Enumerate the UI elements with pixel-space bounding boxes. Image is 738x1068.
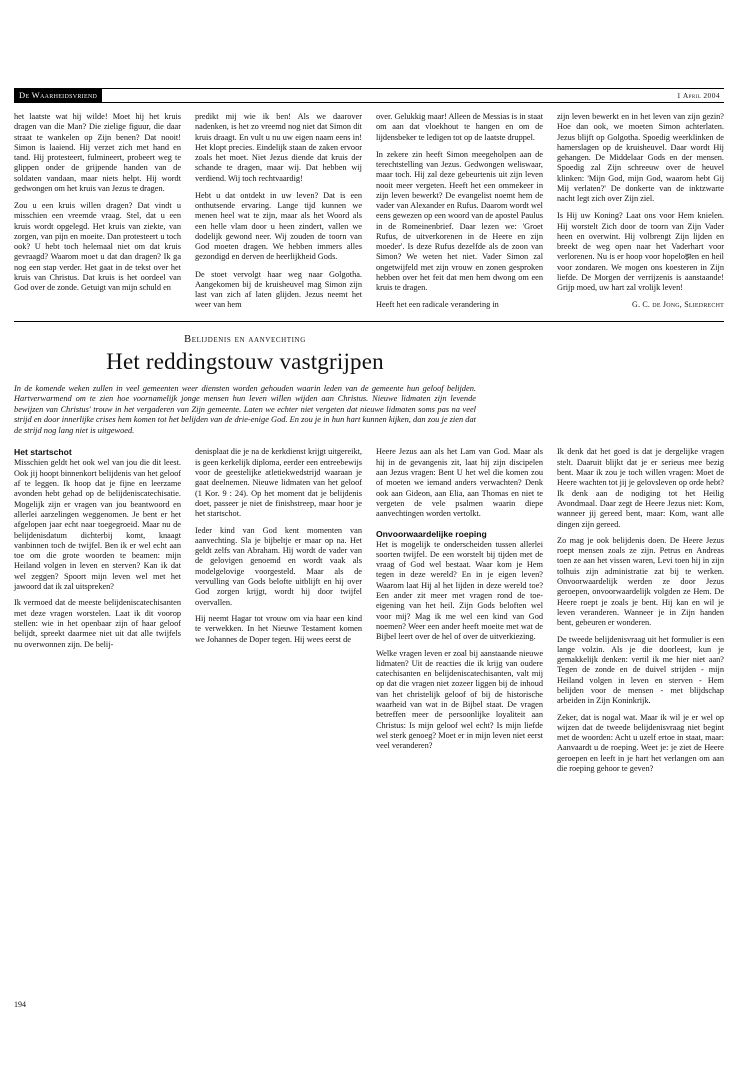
article-columns xyxy=(14,447,724,774)
paragraph: Ik vermoed dat de meeste belijdeniscatechisanten met deze vragen worstelen. Laat ik dit voorop stellen: wie in het openbaar zijn of haar geloof belijdt, spreekt daarmee niet uit dat alle twijfels nu overwonnen zijn. De belij- xyxy=(14,598,181,649)
article-column-3 xyxy=(376,447,543,774)
article-column-4 xyxy=(557,447,724,774)
paragraph: De tweede belijdenisvraag uit het formulier is een lange volzin. Als je die doorleest, kun je gemakkelijk denken: vertil ik me hier niet aan? Tegen de zonde en de duivel strijden - mijn Heiland volgen in leven en sterven - Hem belijden voor de mensen - met blijdschap arbeiden in Zijn Koninkrijk. xyxy=(557,634,724,706)
article-column-1 xyxy=(14,447,181,774)
paragraph: denisplaat die je na de kerkdienst krijgt uitgereikt, is geen kerkelijk diploma, eerder een entreebewijs voor de geestelijke atletiekwedstrijd waaraan je gaat deelnemen. Nieuwe lidmaten van het geloof (1 Kor. 9 : 24). Op het moment dat je belijdenis doet, passeer je niet de finishstreep, maar hoor je het startschot. xyxy=(195,447,362,519)
paragraph: predikt mij wie ik ben! Als we daarover nadenken, is het zo vreemd nog niet dat Simon dit kruis draagt. En vult u nu uw eigen naam eens in! Het klopt precies. Eindelijk staan de zaken ervoor zoals het moet. Niet Jezus diende dat kruis der schande te dragen, maar wij. Dat hebben wij verdiend. Wij toch rechtvaardig! xyxy=(195,112,362,183)
paragraph: zijn leven bewerkt en in het leven van zijn gezin? Hoe dan ook, we moeten Simon achterlaten. Jezus blijft op Golgotha. Spoedig weerklinken de hamerslagen op de kruisheuvel. Daar wordt Hij gehangen. De Middelaar Gods en der mensen. Spoedig zal Zijn schreeuw over de heuvel klinken: 'Mijn God, mijn God, waarom hebt Gij Mij verlaten?' De donkerte van de inktzwarte nacht legt zich over Zijn ziel. xyxy=(557,112,724,203)
paragraph: De stoet vervolgt haar weg naar Golgotha. Aangekomen bij de kruisheuvel mag Simon zijn last van zich af laten glijden. Jezus neemt het weer van hem xyxy=(195,269,362,310)
article-signature: G. C. de Jong, Sliedrecht xyxy=(631,300,724,310)
paragraph: Welke vragen leven er zoal bij aanstaande nieuwe lidmaten? Uit de reacties die ik krijg van oudere catechisanten en belijdeniscatechisanten, valt mij op dat die vragen niet zozeer liggen bij de inhoud van het christelijk geloof of bij de historische waarheid van wat in de Bijbel staat. De vragen betreffen meer de persoonlijke loyaliteit aan Christus: Is mijn geloof wel echt? Is mijn liefde wel sterk genoeg? Moet er in mijn leven niet eerst veel veranderen? xyxy=(376,648,543,751)
section-heading: Het startschot xyxy=(14,447,72,458)
paragraph: Ik denk dat het goed is dat je dergelijke vragen stelt. Daaruit blijkt dat je er serieus mee bezig bent. Maar ik zou je toch willen vragen: Moet de Heere wachten tot jij je gelovsleven op orde hebt? Ik denk aan de nodiging tot het Heilig Avondmaal. Daar zegt de Heere Jezus niet: Kom, wanneer jij gereed bent, maar: Kom, want alle dingen zijn gereed. xyxy=(557,447,724,529)
top-column-3 xyxy=(376,112,543,311)
paragraph: over. Gelukkig maar! Alleen de Messias is in staat om aan dat vloekhout te hangen en om de lijdensbeker te ledigen tot op de laatste druppel. xyxy=(376,112,543,142)
article-header xyxy=(14,334,476,437)
paragraph: het laatste wat hij wilde! Moet hij het kruis dragen van die Man? Die zielige figuur, die daar straat te wankelen op Zijn benen? Dat nooit! Simon is laaiend. Hij verzet zich met hand en tand. Hij protesteert, fulmineert, probeert weg te glippen onder de grijpende handen van de soldaten vandaan, maar niets helpt. Hij wordt gedwongen om het kruis van Jezus te dragen. xyxy=(14,112,181,193)
article-standfirst: In de komende weken zullen in veel gemeenten weer diensten worden gehouden waarin leden van de gemeente hun geloof belijden. Hartverwarmend om te zien hoe voornamelijk jonge mensen hun leven willen wijden aan Christus. Nieuwe lidmaten zijn levende bewijzen van Christus' trouw in het vergaderen van Zijn gemeente. Laten we echter niet vergeten dat nieuwe lidmaten soms pas na veel strijd en door innerlijke crises hem komen tot het belijden van de drie-enige God. En zou je in hun hart kunnen kijken, dan zou je zien dat de strijd nog lang niet is uitgewoed. xyxy=(14,383,476,435)
article-column-2 xyxy=(195,447,362,774)
masthead-publication: De Waarheidsvriend xyxy=(14,89,102,102)
paragraph: Zeker, dat is nogal wat. Maar ik wil je er wel op wijzen dat de tweede belijdenisvraag niet begint met de woorden: Acht u uzelf ertoe in staat, maar: Aanvaardt u de roeping. Weet je: je ziet de Heere geroepen en leeft in je hart het verlangen om aan die roeping gehoor te geven? xyxy=(557,712,724,774)
paragraph: In zekere zin heeft Simon meegeholpen aan de terechtstelling van Jezus. Gedwongen weliswaar, maar toch. Hij zal deze gebeurtenis uit zijn leven nooit meer vergeten. Heeft het een ommekeer in zijn leven bewerkt? De evangelist noemt hem de vader van Alexander en Rufus. Daarom wordt wel eens gewezen op een woord van de apostel Paulus in de Romeinenbrief. Daar lezen we: 'Groet Rufus, de uitverkorenen in de Heere en zijn moeder'. Is deze Rufus dezelfde als de zoon van Simon? We weten het niet. Vader Simon zal ongetwijfeld met zijn vrouw en zonen gesproken hebben over het feit dat men hem dwong om een kruis te dragen. xyxy=(376,149,543,292)
paragraph: Is Hij uw Koning? Laat ons voor Hem knielen. Hij worstelt Zich door de toorn van Zijn Vader heen en overwint. Hij volbrengt Zijn lijden en breekt de weg open naar het Vaderhart voor verlorenen. Nu is er hoop voor hopeloझen en heil voor zondaren. We mogen ons koesteren in Zijn liefde. De Morgen der verrijzenis is aanstaande! Grijp moed, uw hart zal vrolijk leven! xyxy=(557,211,724,292)
paragraph: Zo mag je ook belijdenis doen. De Heere Jezus roept mensen zoals ze zijn. Petrus en Andreas toen ze aan het vissen waren, Levi toen hij in zijn tolhuis zijn administratie zat bij te werken. Onvoorwaardelijk werden ze door Jezus geroepen, onvoorwaardelijk volgden ze Hem. De Heere roept je zoals je bent. Hij kan en wil je leven veranderen. Wanneer je in Zijn handen bent, gebeuren er wonderen. xyxy=(557,535,724,628)
paragraph: Het is mogelijk te onderscheiden tussen allerlei soorten twijfel. De een worstelt bij tijden met de vraag of God wel bestaat. Waar kom je Hem tegen in deze wereld? En in je eigen leven? Waarom laat Hij al het lijden in deze wereld toe? Een ander zit meer met vragen rond de toe-eigening van het heil. Zijn Gods beloften wel voor mij? Mag ik me wel een kind van God noemen? Weer een ander heeft moeite met wat de Bijbel leert over de hel of over de uitverkiezing. xyxy=(376,539,543,642)
paragraph: Hij neemt Hagar tot vrouw om via haar een kind te verwekken. In het Nieuwe Testament komen we Johannes de Doper tegen. Hij wees eerst de xyxy=(195,613,362,644)
top-column-4 xyxy=(557,112,724,311)
page-number: 194 xyxy=(14,1000,26,1009)
top-column-1 xyxy=(14,112,181,311)
paragraph: Heere Jezus aan als het Lam van God. Maar als hij in de gevangenis zit, laat hij zijn discipelen aan Jezus vragen: Bent U het wel die komen zou of moeten we iemand anders verwachten? Denk ook aan Gideon, aan Elia, aan Thomas en niet te vergeten de vele psalmen waarin diepe aanvechtingen worden vertolkt. xyxy=(376,447,543,519)
masthead-date: 1 April 2004 xyxy=(676,91,720,100)
paragraph: Heeft het een radicale verandering in xyxy=(376,300,499,310)
section-heading: Onvoorwaardelijke roeping xyxy=(376,528,487,539)
paragraph: Zou u een kruis willen dragen? Dat vindt u misschien een vreemde vraag. Stel, dat u een kruis wordt opgelegd. Het kruis van ziekte, van zorgen, van pijn en moeite. Dan protesteert u toch ook? U hebt toch helemaal niet om dat kruis gevraagd? Waarom moet u dat dan dragen? Ik ga nog een stap verder. Het gaat in de tekst over het kruis van Christus. Dat kruis is het oordeel van God over de zonde. Getuigt van mijn schuld en xyxy=(14,201,181,292)
masthead xyxy=(14,88,724,103)
top-column-2 xyxy=(195,112,362,311)
paragraph: Ieder kind van God kent momenten van aanvechting. Sla je bijbeltje er maar op na. Het geldt zelfs van Abraham. Hij wordt de vader van de gelovigen genoemd en wordt vaak als modelgelovige voorgesteld. Maar als de vervulling van Gods belofte uitblijft en hij over God zorgen krijgt, wordt hij door twijfel overvallen. xyxy=(195,525,362,607)
article-kicker: Belijdenis en aanvechting xyxy=(184,333,306,345)
paragraph: Hebt u dat ontdekt in uw leven? Dat is een onthutsende ervaring. Lange tijd kunnen we menen heel wat te zijn, maar als het Woord als een helle vlam door u heen zindert, vallen we dodelijk gewond neer. Wij zouden de toorn van God moeten dragen. We hebben immers alles gezondigd en derven de heerlijkheid Gods. xyxy=(195,190,362,262)
top-article-columns xyxy=(14,112,724,311)
section-divider xyxy=(14,321,724,322)
paragraph: Misschien geldt het ook wel van jou die dit leest. Ook jij hoopt binnenkort belijdenis van het geloof af te leggen. Ik hoop dat je fijne en leerzame avonden hebt gehad op de belijdeniscatechisatie. Mogelijk zijn er vragen van jou beantwoord en allerlei aarzelingen weggenomen. Je bent er het afgelopen jaar echt naar toegegroeid. Maar nu de belijdenisdatum dichterbij komt, knaagt vanbinnen toch de twijfel. Ben ik er wel echt aan toe om die grote woorden te beamen: mijn Heiland volgen in leven en sterven? Kan ik dat wel zeggen? Spoort mijn leven wel met het jawoord dat ik zal uitspreken? xyxy=(14,458,181,592)
page-title: Het reddingstouw vastgrijpen xyxy=(106,348,384,374)
article-sheet xyxy=(14,88,724,774)
